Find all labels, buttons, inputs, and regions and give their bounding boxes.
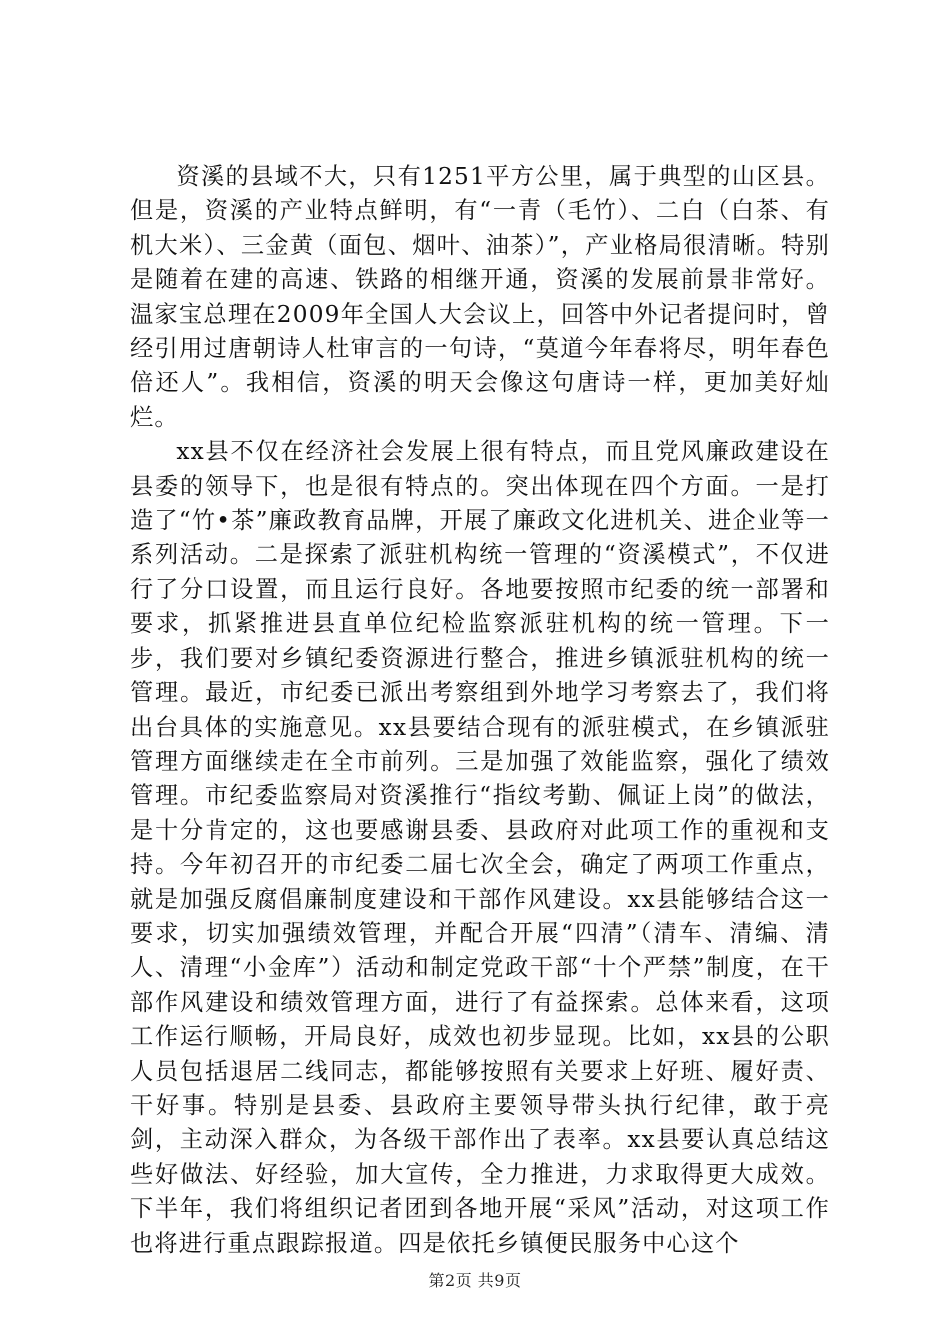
paragraph-2: xx县不仅在经济社会发展上很有特点，而且党风廉政建设在县委的领导下，也是很有特点的。突出体现在四个方面。一是打造了“竹•茶”廉政教育品牌，开展了廉政文化进机关、进企业等一系列活动。二是探索了派驻机构统一管理的“资溪模式”，不仅进行了分口设置，而且运行良好。各地要按照市纪委的统一部署和要求，抓紧推进县直单位纪检监察派驻机构的统一管理。下一步，我们要对乡镇纪委资源进行整合，推进乡镇派驻机构的统一管理。最近，市纪委已派出考察组到外地学习考察去了，我们将出台具体的实施意见。xx县要结合现有的派驻模式，在乡镇派驻管理方面继续走在全市前列。三是加强了效能监察，强化了绩效管理。市纪委监察局对资溪推行“指纹考勤、佩证上岗”的做法，是十分肯定的，这也要感谢县委、县政府对此项工作的重视和支持。今年初召开的市纪委二届七次全会，确定了两项工作重点，就是加强反腐倡廉制度建设和干部作风建设。xx县能够结合这一要求，切实加强绩效管理，并配合开展“四清”（清车、清编、清人、清理“小金库”）活动和制定党政干部“十个严禁”制度，在干部作风建设和绩效管理方面，进行了有益探索。总体来看，这项工作运行顺畅，开局良好，成效也初步显现。比如，xx县的公职人员包括退居二线同志，都能够按照有关要求上好班、履好责、干好事。特别是县委、县政府主要领导带头执行纪律，敢于亮剑，主动深入群众，为各级干部作出了表率。xx县要认真总结这些好做法、好经验，加大宣传，全力推进，力求取得更大成效。下半年，我们将组织记者团到各地开展“采风”活动，对这项工作也将进行重点跟踪报道。四是依托乡镇便民服务中心这个 bbox=[130, 438, 830, 1257]
page-footer: 第2页 共9页 bbox=[428, 1271, 522, 1290]
document-body bbox=[130, 160, 830, 1261]
paragraph-1: 资溪的县域不大，只有1251平方公里，属于典型的山区县。但是，资溪的产业特点鲜明，有“一青（毛竹）、二白（白茶、有机大米）、三金黄（面包、烟叶、油茶）”，产业格局很清晰。特别是随着在建的高速、铁路的相继开通，资溪的发展前景非常好。温家宝总理在2009年全国人大会议上，回答中外记者提问时，曾经引用过唐朝诗人杜审言的一句诗，“莫道今年春将尽，明年春色倍还人”。我相信，资溪的明天会像这句唐诗一样，更加美好灿烂。 bbox=[130, 163, 830, 431]
